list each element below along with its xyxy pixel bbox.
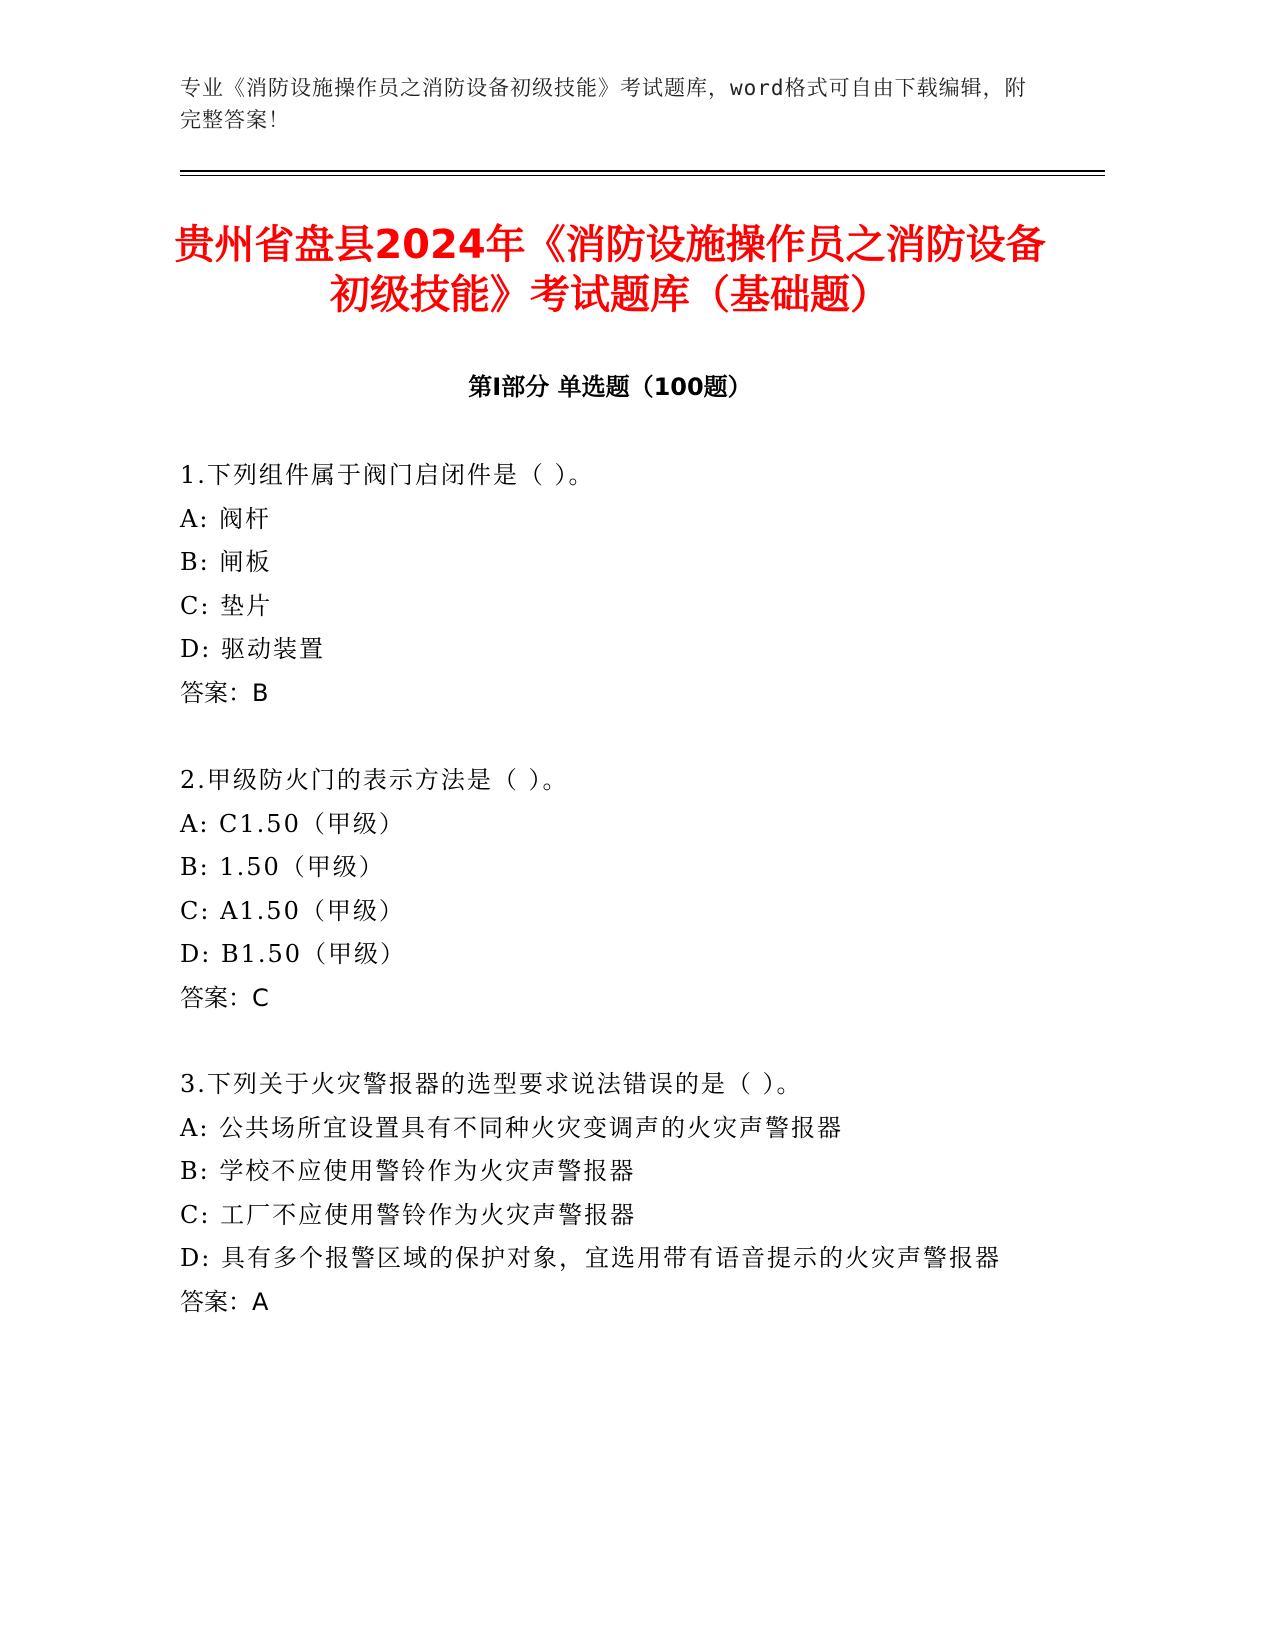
question-stem: 3.下列关于火灾警报器的选型要求说法错误的是（ ）。 <box>180 1070 803 1098</box>
option-d: D: 具有多个报警区域的保护对象，宜选用带有语音提示的火灾声警报器 <box>180 1244 1001 1272</box>
answer: 答案：C <box>180 983 269 1012</box>
option-a: A: 公共场所宜设置具有不同种火灾变调声的火灾声警报器 <box>180 1113 844 1142</box>
document-title: 贵州省盘县2024年《消防设施操作员之消防设备初级技能》考试题库（基础题） <box>174 222 1046 318</box>
option-d: D: B1.50（甲级） <box>180 940 407 968</box>
option-b: B: 学校不应使用警铃作为火灾声警报器 <box>180 1157 636 1185</box>
answer: 答案：A <box>180 1287 269 1316</box>
option-c: C: A1.50（甲级） <box>180 896 405 925</box>
section-heading: 第I部分 单选题（100题） <box>468 373 752 401</box>
option-d: D: 驱动装置 <box>180 635 325 663</box>
header-divider-thick <box>180 170 1105 172</box>
option-b: B: 闸板 <box>180 548 272 576</box>
option-c: C: 垫片 <box>180 591 273 620</box>
option-b: B: 1.50（甲级） <box>180 853 385 881</box>
question-stem: 1.下列组件属于阀门启闭件是（ ）。 <box>180 461 595 489</box>
header-note: 专业《消防设施操作员之消防设备初级技能》考试题库，word格式可自由下载编辑，附完整答案！ <box>180 76 1027 132</box>
question-1 <box>180 454 1040 715</box>
option-c: C: 工厂不应使用警铃作为火灾声警报器 <box>180 1200 637 1229</box>
question-2 <box>180 759 1040 1020</box>
question-stem: 2.甲级防火门的表示方法是（ ）。 <box>180 766 569 794</box>
option-a: A: 阀杆 <box>180 504 272 533</box>
header-divider-thin <box>180 175 1105 176</box>
option-a: A: C1.50（甲级） <box>180 809 405 838</box>
question-3 <box>180 1063 1040 1324</box>
answer: 答案：B <box>180 678 269 707</box>
